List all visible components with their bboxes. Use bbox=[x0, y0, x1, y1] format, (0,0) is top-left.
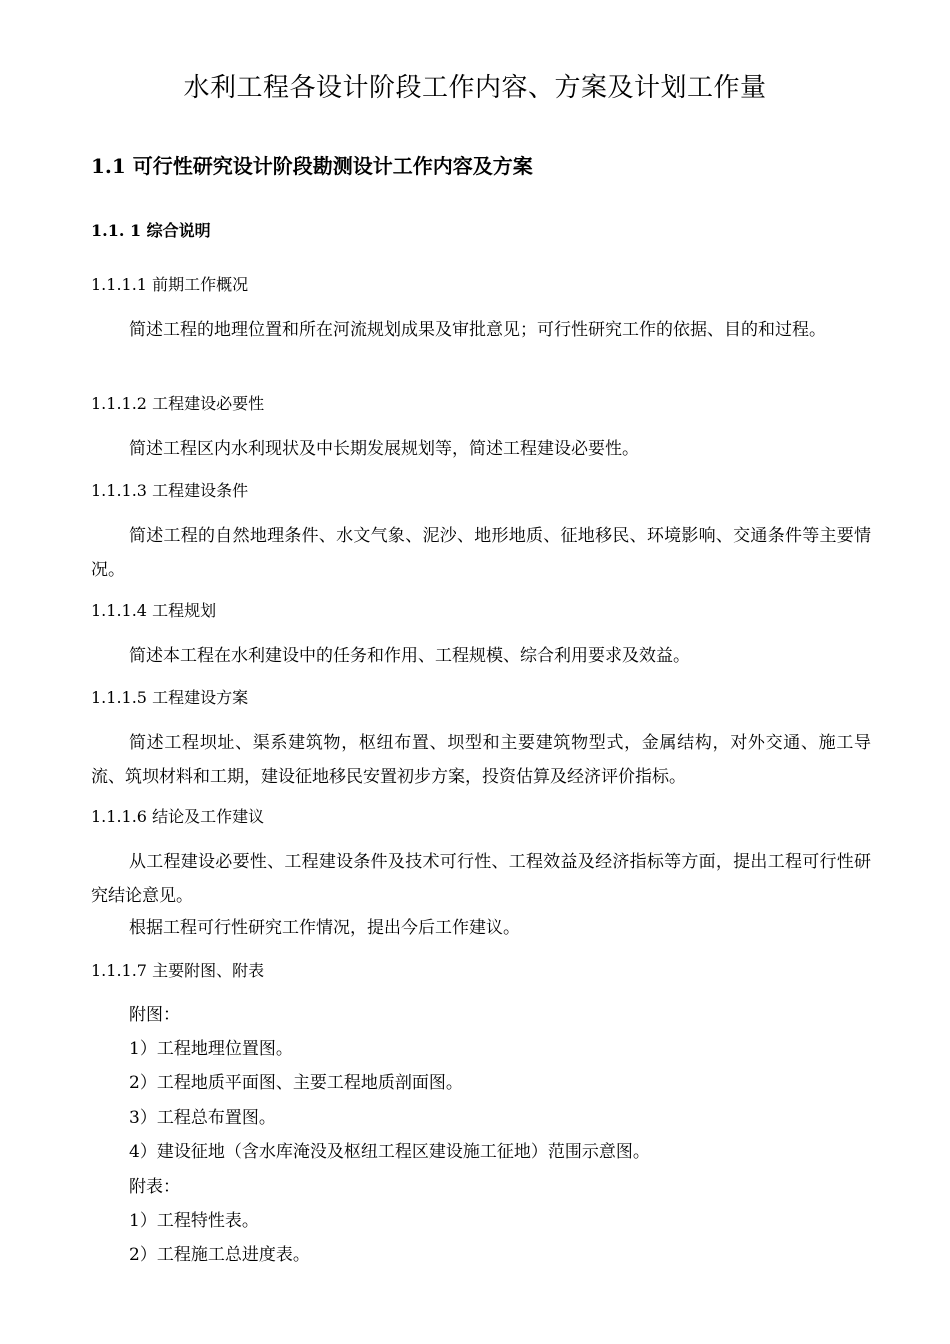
item-heading-7: 1.1.1.7 主要附图、附表 bbox=[91, 961, 265, 980]
figure-item-4: 4）建设征地（含水库淹没及枢纽工程区建设施工征地）范围示意图。 bbox=[129, 1142, 650, 1162]
figures-label: 附图： bbox=[129, 1005, 180, 1025]
tables-label: 附表： bbox=[129, 1177, 180, 1197]
item-paragraph-1: 简述工程的地理位置和所在河流规划成果及审批意见；可行性研究工作的依据、目的和过程。 bbox=[129, 320, 826, 340]
item-heading-1: 1.1.1.1 前期工作概况 bbox=[91, 275, 249, 294]
item-heading-2: 1.1.1.2 工程建设必要性 bbox=[91, 394, 265, 413]
section-heading: 1.1 可行性研究设计阶段勘测设计工作内容及方案 bbox=[91, 154, 533, 178]
figure-item-1: 1）工程地理位置图。 bbox=[129, 1039, 293, 1059]
item-paragraph-4: 简述本工程在水利建设中的任务和作用、工程规模、综合利用要求及效益。 bbox=[129, 646, 690, 666]
item-heading-3: 1.1.1.3 工程建设条件 bbox=[91, 481, 249, 500]
item-paragraph-6a: 从工程建设必要性、工程建设条件及技术可行性、工程效益及经济指标等方面，提出工程可行性研究结论意见。 bbox=[91, 852, 871, 906]
subsection-heading: 1.1. 1 综合说明 bbox=[91, 221, 211, 240]
table-item-2: 2）工程施工总进度表。 bbox=[129, 1245, 310, 1265]
item-paragraph-6b: 根据工程可行性研究工作情况，提出今后工作建议。 bbox=[129, 918, 520, 938]
item-heading-6: 1.1.1.6 结论及工作建议 bbox=[91, 807, 265, 826]
item-paragraph-3: 简述工程的自然地理条件、水文气象、泥沙、地形地质、征地移民、环境影响、交通条件等主要情况。 bbox=[91, 526, 871, 580]
figure-item-3: 3）工程总布置图。 bbox=[129, 1108, 276, 1128]
item-paragraph-5: 简述工程坝址、渠系建筑物，枢纽布置、坝型和主要建筑物型式，金属结构，对外交通、施工导流、筑坝材料和工期，建设征地移民安置初步方案，投资估算及经济评价指标。 bbox=[91, 733, 871, 787]
table-item-1: 1）工程特性表。 bbox=[129, 1211, 259, 1231]
figure-item-2: 2）工程地质平面图、主要工程地质剖面图。 bbox=[129, 1073, 463, 1093]
document-title: 水利工程各设计阶段工作内容、方案及计划工作量 bbox=[183, 73, 767, 103]
item-paragraph-2: 简述工程区内水利现状及中长期发展规划等，简述工程建设必要性。 bbox=[129, 439, 639, 459]
item-heading-5: 1.1.1.5 工程建设方案 bbox=[91, 688, 249, 707]
item-heading-4: 1.1.1.4 工程规划 bbox=[91, 601, 217, 620]
